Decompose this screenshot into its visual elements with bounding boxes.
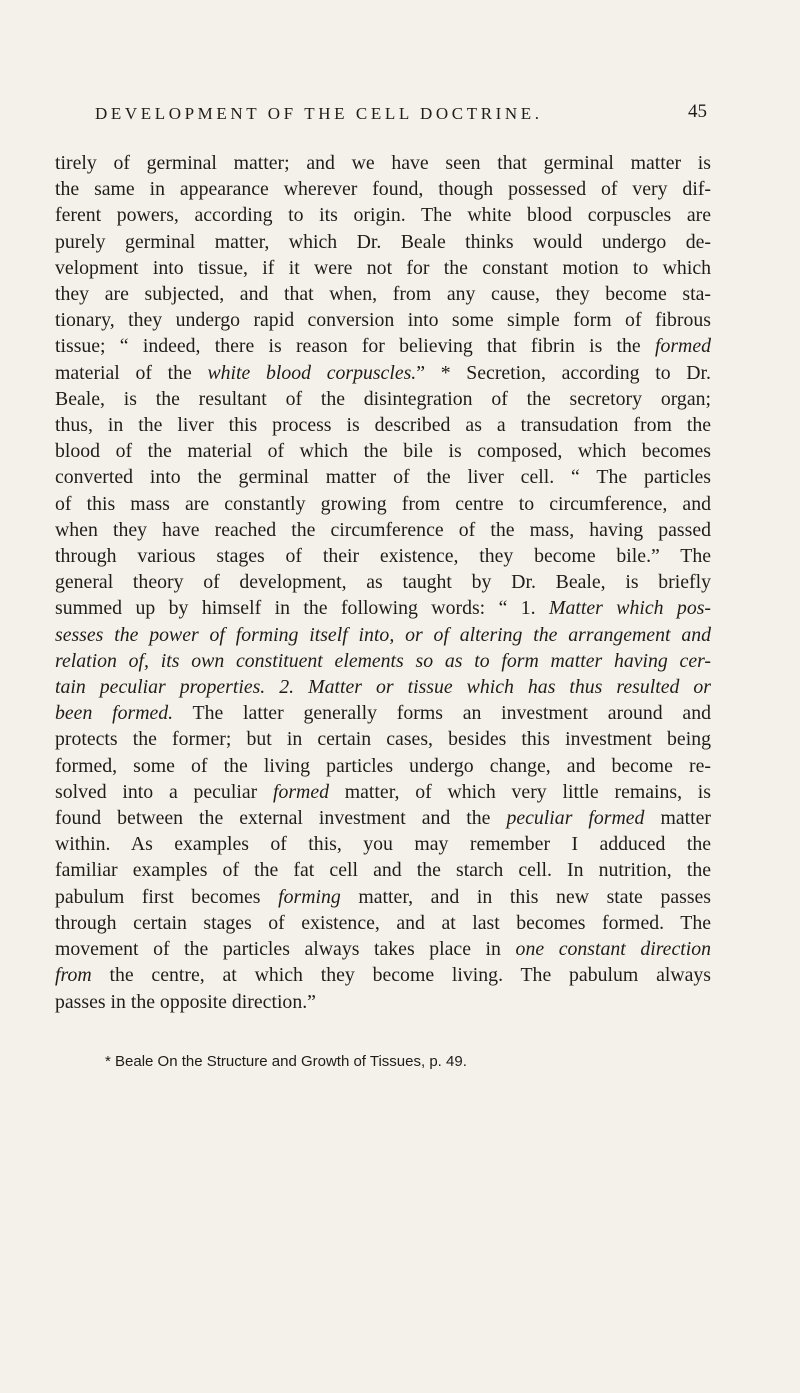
text-segment: general theory of development, as taught by Dr. Beale, is briefly bbox=[55, 571, 711, 594]
text-line bbox=[55, 360, 711, 386]
text-segment: tissue; “ indeed, there is reason for believing that fibrin is the bbox=[55, 335, 655, 358]
text-segment: passes in the opposite direction.” bbox=[55, 990, 316, 1013]
text-line bbox=[55, 700, 711, 726]
text-line bbox=[55, 753, 711, 779]
text-line bbox=[55, 726, 711, 752]
text-segment: matter bbox=[644, 807, 711, 830]
italic-text: forming bbox=[278, 885, 341, 908]
text-line bbox=[55, 569, 711, 595]
italic-text: from bbox=[55, 964, 92, 987]
text-line bbox=[55, 176, 711, 202]
italic-text: formed bbox=[654, 335, 711, 358]
text-line bbox=[55, 150, 711, 176]
italic-text: relation of, its own constituent elements so as to form matter having cer- bbox=[55, 649, 711, 672]
text-segment: blood of the material of which the bile is composed, which becomes bbox=[55, 440, 711, 463]
text-line bbox=[55, 648, 711, 674]
text-segment: material of the bbox=[55, 361, 208, 384]
text-line bbox=[55, 307, 711, 333]
text-segment: pabulum first becomes bbox=[55, 885, 279, 908]
text-segment: solved into a peculiar bbox=[55, 780, 273, 803]
text-line bbox=[55, 805, 711, 831]
page-number: 45 bbox=[688, 101, 707, 122]
text-segment: The latter generally forms an investment around and bbox=[173, 702, 711, 725]
text-segment: through various stages of their existence, they become bile.” The bbox=[55, 545, 711, 568]
text-segment: tionary, they undergo rapid conversion into some simple form of fibrous bbox=[55, 309, 711, 332]
text-segment: of this mass are constantly growing from centre to circumference, and bbox=[55, 492, 711, 515]
text-segment: movement of the particles always takes place in bbox=[55, 938, 516, 961]
text-segment: Beale, is the resultant of the disintegration of the secretory organ; bbox=[55, 387, 711, 410]
text-segment: they are subjected, and that when, from any cause, they become sta- bbox=[55, 283, 711, 306]
text-segment: tirely of germinal matter; and we have seen that germinal matter is bbox=[55, 152, 711, 174]
running-header: DEVELOPMENT OF THE CELL DOCTRINE. bbox=[95, 104, 543, 123]
italic-text: tain peculiar properties. 2. Matter or tissue which has thus resulted or bbox=[55, 676, 711, 699]
text-line bbox=[55, 517, 711, 543]
text-segment: the centre, at which they become living. The pabulum always bbox=[91, 964, 711, 987]
text-line bbox=[55, 989, 711, 1015]
text-line bbox=[55, 962, 711, 988]
text-segment: matter, of which very little remains, is bbox=[329, 780, 711, 803]
italic-text: formed bbox=[272, 780, 329, 803]
text-line bbox=[55, 281, 711, 307]
italic-text: been formed. bbox=[55, 702, 174, 725]
italic-text: white blood corpuscles. bbox=[207, 361, 417, 384]
italic-text: sesses the power of forming itself into, or of altering the arrangement and bbox=[55, 623, 711, 646]
text-line bbox=[55, 491, 711, 517]
text-segment: the same in appearance wherever found, though possessed of very dif- bbox=[55, 178, 711, 201]
text-line bbox=[55, 464, 711, 490]
body-paragraph bbox=[55, 150, 711, 1015]
text-line bbox=[55, 674, 711, 700]
text-segment: protects the former; but in certain cases, besides this investment being bbox=[55, 728, 711, 751]
italic-text: peculiar formed bbox=[506, 807, 645, 830]
text-segment: velopment into tissue, if it were not for the constant motion to which bbox=[55, 256, 711, 279]
text-segment: formed, some of the living particles undergo change, and become re- bbox=[55, 754, 711, 777]
text-line bbox=[55, 255, 711, 281]
italic-text: Matter which pos- bbox=[549, 597, 711, 620]
text-line bbox=[55, 595, 711, 621]
text-line bbox=[55, 202, 711, 228]
text-line bbox=[55, 622, 711, 648]
text-segment: found between the external investment and the bbox=[55, 807, 507, 830]
footnote: * Beale On the Structure and Growth of Tissues, p. 49. bbox=[105, 1053, 467, 1070]
text-line bbox=[55, 229, 711, 255]
text-line bbox=[55, 857, 711, 883]
text-line bbox=[55, 412, 711, 438]
text-segment: thus, in the liver this process is described as a transudation from the bbox=[55, 414, 711, 437]
text-segment: converted into the germinal matter of the liver cell. “ The particles bbox=[55, 466, 711, 489]
text-line bbox=[55, 910, 711, 936]
italic-text: one constant direction bbox=[515, 938, 711, 961]
text-segment: summed up by himself in the following words: “ 1. bbox=[55, 597, 550, 620]
text-line bbox=[55, 333, 711, 359]
text-line bbox=[55, 779, 711, 805]
text-segment: when they have reached the circumference of the mass, having passed bbox=[55, 518, 711, 541]
text-line bbox=[55, 543, 711, 569]
text-line bbox=[55, 936, 711, 962]
text-segment: ” * Secretion, according to Dr. bbox=[416, 361, 711, 384]
text-segment: within. As examples of this, you may remember I adduced the bbox=[55, 833, 711, 856]
text-segment: matter, and in this new state passes bbox=[340, 885, 711, 908]
text-segment: familiar examples of the fat cell and the starch cell. In nutrition, the bbox=[55, 859, 711, 882]
text-line bbox=[55, 386, 711, 412]
text-line bbox=[55, 831, 711, 857]
text-segment: ferent powers, according to its origin. The white blood corpuscles are bbox=[55, 204, 711, 227]
text-line bbox=[55, 884, 711, 910]
text-segment: through certain stages of existence, and at last becomes formed. The bbox=[55, 911, 711, 934]
text-line bbox=[55, 438, 711, 464]
text-segment: purely germinal matter, which Dr. Beale thinks would undergo de- bbox=[55, 230, 711, 253]
